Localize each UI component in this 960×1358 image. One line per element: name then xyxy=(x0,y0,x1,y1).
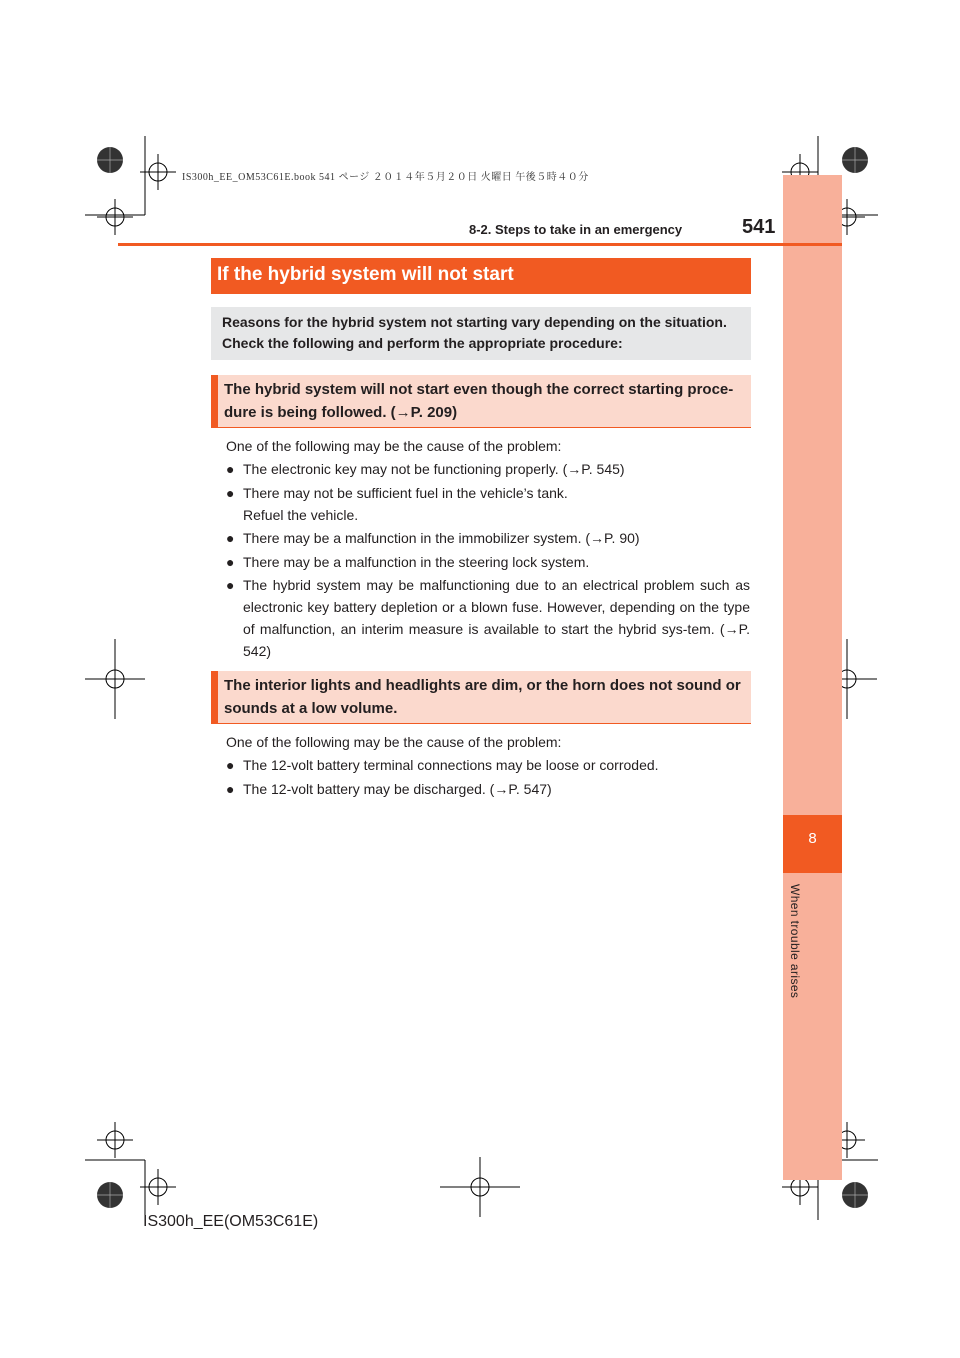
header-rule xyxy=(118,243,842,246)
intro-line-1: Reasons for the hybrid system not starting vary depending on the situation. xyxy=(222,314,727,330)
bullet-icon: ● xyxy=(226,780,235,797)
bullet-icon: ● xyxy=(226,530,235,546)
list-item: ● There may be a malfunction in the steering lock system. xyxy=(226,551,750,573)
footer-manual-code: IS300h_EE(OM53C61E) xyxy=(143,1213,319,1230)
section-2-lead: One of the following may be the cause of the problem: xyxy=(226,734,562,750)
subheading-2 xyxy=(211,671,751,724)
subheading-1 xyxy=(211,375,751,428)
page-number: 541 xyxy=(742,216,776,238)
list-item: ● There may be a malfunction in the immobilizer system. (→P. 90) xyxy=(226,527,750,549)
list-item: ● The 12-volt battery may be discharged. (→P. 547) xyxy=(226,778,750,800)
page-title: If the hybrid system will not start xyxy=(211,258,751,294)
list-item: ● The electronic key may not be functioning properly. (→P. 545) xyxy=(226,458,750,480)
bullet-icon: ● xyxy=(226,484,235,501)
bullet-icon: ● xyxy=(226,461,235,477)
section-header: 8-2. Steps to take in an emergency xyxy=(469,222,683,237)
bullet-icon: ● xyxy=(226,757,235,773)
section-2-list xyxy=(226,754,750,801)
side-strip xyxy=(783,175,842,1180)
intro-box xyxy=(211,307,751,360)
subheading-2-line-1: The interior lights and headlights are dim, or the horn does not sound or xyxy=(224,677,741,694)
list-item: ● The 12-volt battery terminal connections may be loose or corroded. xyxy=(226,754,750,776)
bullet-icon: ● xyxy=(226,553,235,570)
intro-line-2: Check the following and perform the appropriate procedure: xyxy=(222,335,623,351)
chapter-number: 8 xyxy=(808,830,817,847)
list-item: ● The hybrid system may be malfunctioning due to an electrical problem such as electronic key battery depletion or a blown fuse. However, depending on the type of malfunction, an interim measure is available to start the hybrid sys-tem. (→P. 542) xyxy=(226,574,750,662)
subheading-1-line-1: The hybrid system will not start even though the correct starting proce- xyxy=(224,381,734,398)
bullet-icon: ● xyxy=(226,577,235,593)
print-info: IS300h_EE_OM53C61E.book 541 ページ ２０１４年５月２０日 火曜日 午後５時４０分 xyxy=(182,172,589,183)
subheading-2-line-2: sounds at a low volume. xyxy=(224,700,398,717)
section-1-lead: One of the following may be the cause of the problem: xyxy=(226,438,562,454)
list-item: ● There may not be sufficient fuel in the vehicle’s tank. Refuel the vehicle. xyxy=(226,482,750,526)
list-item-note: Refuel the vehicle. xyxy=(243,506,359,523)
subheading-1-line-2: dure is being followed. (→P. 209) xyxy=(224,404,458,421)
chapter-label: When trouble arises xyxy=(788,884,802,999)
section-1-list xyxy=(226,458,750,664)
